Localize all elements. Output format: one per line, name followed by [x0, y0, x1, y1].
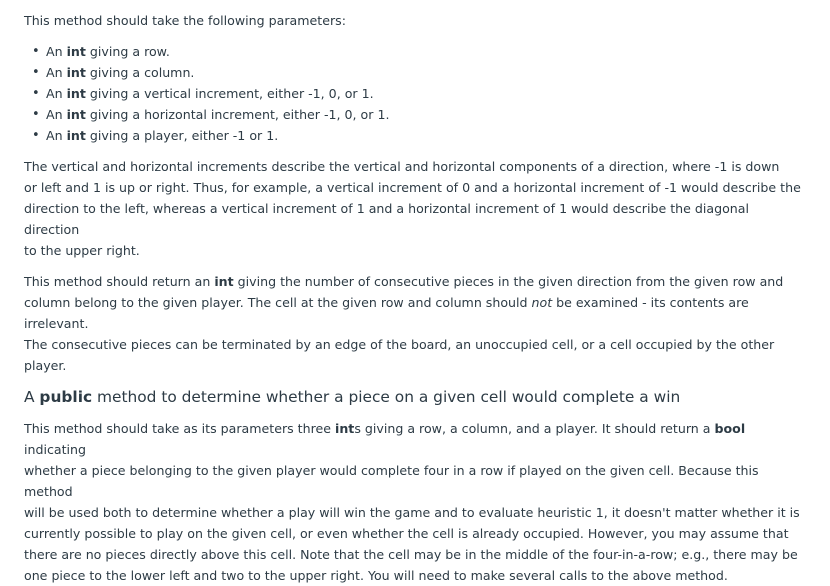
return-paragraph — [24, 271, 806, 376]
paragraph-line: direction to the left, whereas a vertical increment of 1 and a horizontal increment of 1 would describe the diagonal direction — [24, 201, 750, 237]
paragraph-line: there are no pieces directly above this cell. Note that the cell may be in the middle of the four-in-a-row; e.g., there may be — [24, 547, 798, 562]
paragraph-line: to the upper right. — [24, 243, 140, 258]
heading-keyword: public — [39, 388, 93, 406]
type-keyword: int — [335, 421, 355, 436]
param-text: An — [46, 107, 67, 122]
list-item — [46, 125, 806, 146]
param-type: int — [66, 65, 86, 80]
list-item — [46, 104, 806, 125]
param-type: int — [66, 86, 86, 101]
heading-text: method to determine whether a piece on a given cell would complete a win — [92, 388, 681, 406]
param-text: giving a row. — [85, 44, 170, 59]
increments-paragraph — [24, 156, 806, 261]
paragraph-text: This method should return an — [24, 274, 215, 289]
heading-text: A — [24, 388, 40, 406]
paragraph-line: currently possible to play on the given cell, or even whether the cell is already occupied. However, you may assume that — [24, 526, 789, 541]
paragraph-text: This method should take as its parameters three — [24, 421, 336, 436]
paragraph-line: will be used both to determine whether a play will win the game and to evaluate heuristic 1, it doesn't matter whether it is — [24, 505, 800, 520]
type-keyword: int — [214, 274, 234, 289]
paragraph-line: or left and 1 is up or right. Thus, for example, a vertical increment of 0 and a horizontal increment of -1 would describe the — [24, 180, 801, 195]
param-type: int — [66, 107, 86, 122]
param-text: An — [46, 44, 67, 59]
list-item — [46, 62, 806, 83]
param-text: giving a player, either -1 or 1. — [85, 128, 279, 143]
paragraph-line: player. — [24, 358, 67, 373]
paragraph-text: be examined - its contents are irrelevant. — [24, 295, 749, 331]
paragraph-text: column belong to the given player. The cell at the given row and column should — [24, 295, 532, 310]
list-item — [46, 83, 806, 104]
intro-text: This method should take the following parameters: — [24, 13, 346, 28]
list-item — [46, 41, 806, 62]
paragraph-line: The consecutive pieces can be terminated by an edge of the board, an unoccupied cell, or a cell occupied by the other — [24, 337, 775, 352]
win-method-paragraph — [24, 418, 806, 586]
param-text: An — [46, 128, 67, 143]
paragraph-line: The vertical and horizontal increments describe the vertical and horizontal components of a direction, where -1 is down — [24, 159, 780, 174]
parameter-list — [24, 41, 806, 146]
emphasis-text: not — [531, 295, 553, 310]
param-type: int — [66, 128, 86, 143]
paragraph-text: giving the number of consecutive pieces in the given direction from the given row and — [233, 274, 784, 289]
paragraph-text: indicating — [24, 442, 87, 457]
paragraph-text: s giving a row, a column, and a player. It should return a — [354, 421, 715, 436]
param-text: giving a horizontal increment, either -1, 0, or 1. — [85, 107, 390, 122]
param-type: int — [66, 44, 86, 59]
param-text: giving a vertical increment, either -1, 0, or 1. — [85, 86, 374, 101]
type-keyword: bool — [714, 421, 746, 436]
param-text: An — [46, 65, 67, 80]
section-heading — [24, 386, 806, 408]
param-text: An — [46, 86, 67, 101]
param-text: giving a column. — [85, 65, 195, 80]
paragraph-line: one piece to the lower left and two to the upper right. You will need to make several calls to the above method. — [24, 568, 728, 583]
paragraph-line: whether a piece belonging to the given player would complete four in a row if played on the given cell. Because this method — [24, 463, 759, 499]
